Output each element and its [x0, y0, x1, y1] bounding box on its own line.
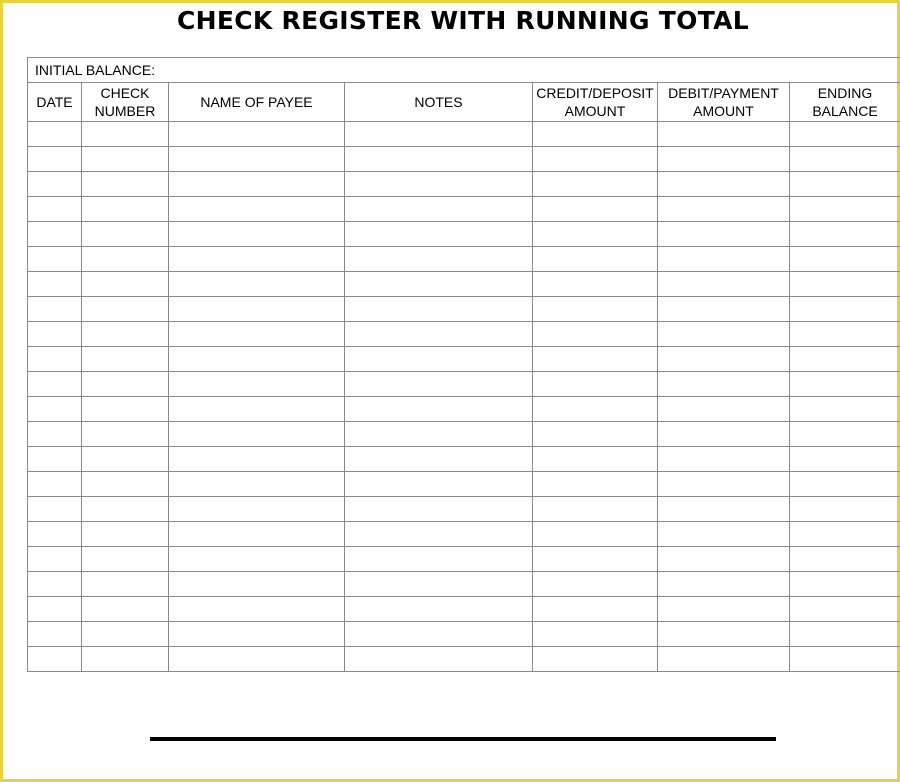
footer-rule	[150, 737, 776, 741]
credit-cell[interactable]	[533, 197, 658, 222]
table-row	[28, 347, 900, 372]
table-row	[28, 647, 900, 672]
debit-cell[interactable]	[658, 347, 790, 372]
check-number-cell[interactable]	[82, 247, 169, 272]
debit-cell[interactable]	[658, 322, 790, 347]
check-number-cell[interactable]	[82, 547, 169, 572]
table-row	[28, 172, 900, 197]
page-title: CHECK REGISTER WITH RUNNING TOTAL	[176, 6, 749, 35]
column-header-payee: NAME OF PAYEE	[169, 83, 345, 122]
notes-cell[interactable]	[345, 572, 533, 597]
check-number-cell[interactable]	[82, 272, 169, 297]
date-cell[interactable]	[28, 147, 82, 172]
payee-cell[interactable]	[169, 422, 345, 447]
column-header-notes: NOTES	[345, 83, 533, 122]
check-number-cell[interactable]	[82, 322, 169, 347]
debit-cell[interactable]	[658, 547, 790, 572]
debit-cell[interactable]	[658, 447, 790, 472]
payee-cell[interactable]	[169, 572, 345, 597]
debit-cell[interactable]	[658, 122, 790, 147]
date-cell[interactable]	[28, 522, 82, 547]
payee-cell[interactable]	[169, 197, 345, 222]
check-number-cell[interactable]	[82, 297, 169, 322]
check-number-cell[interactable]	[82, 422, 169, 447]
credit-cell[interactable]	[533, 322, 658, 347]
ending-balance-cell[interactable]	[790, 247, 900, 272]
date-cell[interactable]	[28, 447, 82, 472]
table-row	[28, 322, 900, 347]
date-cell[interactable]	[28, 197, 82, 222]
date-cell[interactable]	[28, 322, 82, 347]
table-row	[28, 297, 900, 322]
credit-cell[interactable]	[533, 172, 658, 197]
payee-cell[interactable]	[169, 647, 345, 672]
column-header-date: DATE	[28, 83, 82, 122]
check-number-cell[interactable]	[82, 197, 169, 222]
debit-cell[interactable]	[658, 197, 790, 222]
notes-cell[interactable]	[345, 422, 533, 447]
check-number-cell[interactable]	[82, 147, 169, 172]
check-number-cell[interactable]	[82, 472, 169, 497]
notes-cell[interactable]	[345, 222, 533, 247]
debit-cell[interactable]	[658, 497, 790, 522]
check-number-cell[interactable]	[82, 172, 169, 197]
payee-cell[interactable]	[169, 247, 345, 272]
table-row	[28, 197, 900, 222]
table-row	[28, 397, 900, 422]
credit-cell[interactable]	[533, 297, 658, 322]
ending-balance-cell[interactable]	[790, 447, 900, 472]
ending-balance-cell[interactable]	[790, 547, 900, 572]
notes-cell[interactable]	[345, 447, 533, 472]
ending-balance-cell[interactable]	[790, 297, 900, 322]
ending-balance-cell[interactable]	[790, 147, 900, 172]
check-number-cell[interactable]	[82, 622, 169, 647]
table-row	[28, 597, 900, 622]
date-cell[interactable]	[28, 172, 82, 197]
date-cell[interactable]	[28, 397, 82, 422]
debit-cell[interactable]	[658, 597, 790, 622]
table-row	[28, 497, 900, 522]
debit-cell[interactable]	[658, 222, 790, 247]
initial-balance-cell[interactable]	[28, 58, 900, 83]
debit-cell[interactable]	[658, 422, 790, 447]
ending-balance-cell[interactable]	[790, 347, 900, 372]
ending-balance-cell[interactable]	[790, 372, 900, 397]
table-row	[28, 247, 900, 272]
debit-cell[interactable]	[658, 297, 790, 322]
check-number-cell[interactable]	[82, 572, 169, 597]
ending-balance-cell[interactable]	[790, 472, 900, 497]
date-cell[interactable]	[28, 247, 82, 272]
credit-cell[interactable]	[533, 547, 658, 572]
debit-cell[interactable]	[658, 147, 790, 172]
table-row	[28, 272, 900, 297]
notes-cell[interactable]	[345, 497, 533, 522]
payee-cell[interactable]	[169, 397, 345, 422]
payee-cell[interactable]	[169, 322, 345, 347]
date-cell[interactable]	[28, 297, 82, 322]
date-cell[interactable]	[28, 122, 82, 147]
notes-cell[interactable]	[345, 247, 533, 272]
check-number-cell[interactable]	[82, 122, 169, 147]
table-row	[28, 522, 900, 547]
notes-cell[interactable]	[345, 397, 533, 422]
table-row	[28, 622, 900, 647]
credit-cell[interactable]	[533, 597, 658, 622]
payee-cell[interactable]	[169, 597, 345, 622]
notes-cell[interactable]	[345, 147, 533, 172]
check-number-cell[interactable]	[82, 647, 169, 672]
credit-cell[interactable]	[533, 472, 658, 497]
ending-balance-cell[interactable]	[790, 522, 900, 547]
debit-cell[interactable]	[658, 522, 790, 547]
ending-balance-cell[interactable]	[790, 172, 900, 197]
table-row	[28, 447, 900, 472]
credit-cell[interactable]	[533, 247, 658, 272]
column-header-credit: CREDIT/DEPOSIT AMOUNT	[533, 83, 658, 122]
credit-cell[interactable]	[533, 422, 658, 447]
date-cell[interactable]	[28, 472, 82, 497]
payee-cell[interactable]	[169, 522, 345, 547]
ending-balance-cell[interactable]	[790, 647, 900, 672]
column-header-check-number: CHECK NUMBER	[82, 83, 169, 122]
date-cell[interactable]	[28, 497, 82, 522]
notes-cell[interactable]	[345, 347, 533, 372]
check-number-cell[interactable]	[82, 447, 169, 472]
debit-cell[interactable]	[658, 247, 790, 272]
debit-cell[interactable]	[658, 647, 790, 672]
payee-cell[interactable]	[169, 222, 345, 247]
notes-cell[interactable]	[345, 272, 533, 297]
debit-cell[interactable]	[658, 472, 790, 497]
ending-balance-cell[interactable]	[790, 322, 900, 347]
check-number-cell[interactable]	[82, 397, 169, 422]
notes-cell[interactable]	[345, 297, 533, 322]
column-header-row	[28, 83, 900, 122]
credit-cell[interactable]	[533, 647, 658, 672]
check-number-cell[interactable]	[82, 597, 169, 622]
date-cell[interactable]	[28, 272, 82, 297]
table-row	[28, 547, 900, 572]
credit-cell[interactable]	[533, 522, 658, 547]
ending-balance-cell[interactable]	[790, 422, 900, 447]
debit-cell[interactable]	[658, 622, 790, 647]
notes-cell[interactable]	[345, 622, 533, 647]
table-row	[28, 572, 900, 597]
date-cell[interactable]	[28, 347, 82, 372]
date-cell[interactable]	[28, 222, 82, 247]
notes-cell[interactable]	[345, 597, 533, 622]
payee-cell[interactable]	[169, 622, 345, 647]
date-cell[interactable]	[28, 422, 82, 447]
date-cell[interactable]	[28, 572, 82, 597]
credit-cell[interactable]	[533, 222, 658, 247]
column-header-debit: DEBIT/PAYMENT AMOUNT	[658, 83, 790, 122]
initial-balance-label: INITIAL BALANCE:	[35, 62, 156, 78]
notes-cell[interactable]	[345, 547, 533, 572]
ending-balance-cell[interactable]	[790, 497, 900, 522]
date-cell[interactable]	[28, 597, 82, 622]
notes-cell[interactable]	[345, 122, 533, 147]
check-number-cell[interactable]	[82, 497, 169, 522]
payee-cell[interactable]	[169, 347, 345, 372]
check-number-cell[interactable]	[82, 522, 169, 547]
table-row	[28, 422, 900, 447]
date-cell[interactable]	[28, 372, 82, 397]
payee-cell[interactable]	[169, 472, 345, 497]
credit-cell[interactable]	[533, 497, 658, 522]
credit-cell[interactable]	[533, 272, 658, 297]
credit-cell[interactable]	[533, 572, 658, 597]
initial-balance-row	[28, 58, 900, 83]
debit-cell[interactable]	[658, 272, 790, 297]
notes-cell[interactable]	[345, 372, 533, 397]
check-number-cell[interactable]	[82, 372, 169, 397]
check-number-cell[interactable]	[82, 222, 169, 247]
payee-cell[interactable]	[169, 497, 345, 522]
credit-cell[interactable]	[533, 397, 658, 422]
debit-cell[interactable]	[658, 572, 790, 597]
payee-cell[interactable]	[169, 297, 345, 322]
ending-balance-cell[interactable]	[790, 597, 900, 622]
date-cell[interactable]	[28, 622, 82, 647]
table-row	[28, 372, 900, 397]
ending-balance-cell[interactable]	[790, 572, 900, 597]
notes-cell[interactable]	[345, 647, 533, 672]
ending-balance-cell[interactable]	[790, 122, 900, 147]
ending-balance-cell[interactable]	[790, 197, 900, 222]
table-row	[28, 472, 900, 497]
table-row	[28, 147, 900, 172]
check-register-table	[27, 57, 900, 672]
credit-cell[interactable]	[533, 622, 658, 647]
ending-balance-cell[interactable]	[790, 272, 900, 297]
date-cell[interactable]	[28, 647, 82, 672]
payee-cell[interactable]	[169, 447, 345, 472]
credit-cell[interactable]	[533, 147, 658, 172]
ending-balance-cell[interactable]	[790, 622, 900, 647]
credit-cell[interactable]	[533, 372, 658, 397]
notes-cell[interactable]	[345, 472, 533, 497]
notes-cell[interactable]	[345, 197, 533, 222]
credit-cell[interactable]	[533, 122, 658, 147]
column-header-ending-balance: ENDING BALANCE	[790, 83, 900, 122]
payee-cell[interactable]	[169, 547, 345, 572]
debit-cell[interactable]	[658, 172, 790, 197]
table-row	[28, 122, 900, 147]
notes-cell[interactable]	[345, 172, 533, 197]
payee-cell[interactable]	[169, 172, 345, 197]
ending-balance-cell[interactable]	[790, 222, 900, 247]
notes-cell[interactable]	[345, 322, 533, 347]
payee-cell[interactable]	[169, 147, 345, 172]
table-row	[28, 222, 900, 247]
credit-cell[interactable]	[533, 447, 658, 472]
check-number-cell[interactable]	[82, 347, 169, 372]
payee-cell[interactable]	[169, 122, 345, 147]
ending-balance-cell[interactable]	[790, 397, 900, 422]
notes-cell[interactable]	[345, 522, 533, 547]
payee-cell[interactable]	[169, 372, 345, 397]
debit-cell[interactable]	[658, 397, 790, 422]
debit-cell[interactable]	[658, 372, 790, 397]
payee-cell[interactable]	[169, 272, 345, 297]
credit-cell[interactable]	[533, 347, 658, 372]
date-cell[interactable]	[28, 547, 82, 572]
